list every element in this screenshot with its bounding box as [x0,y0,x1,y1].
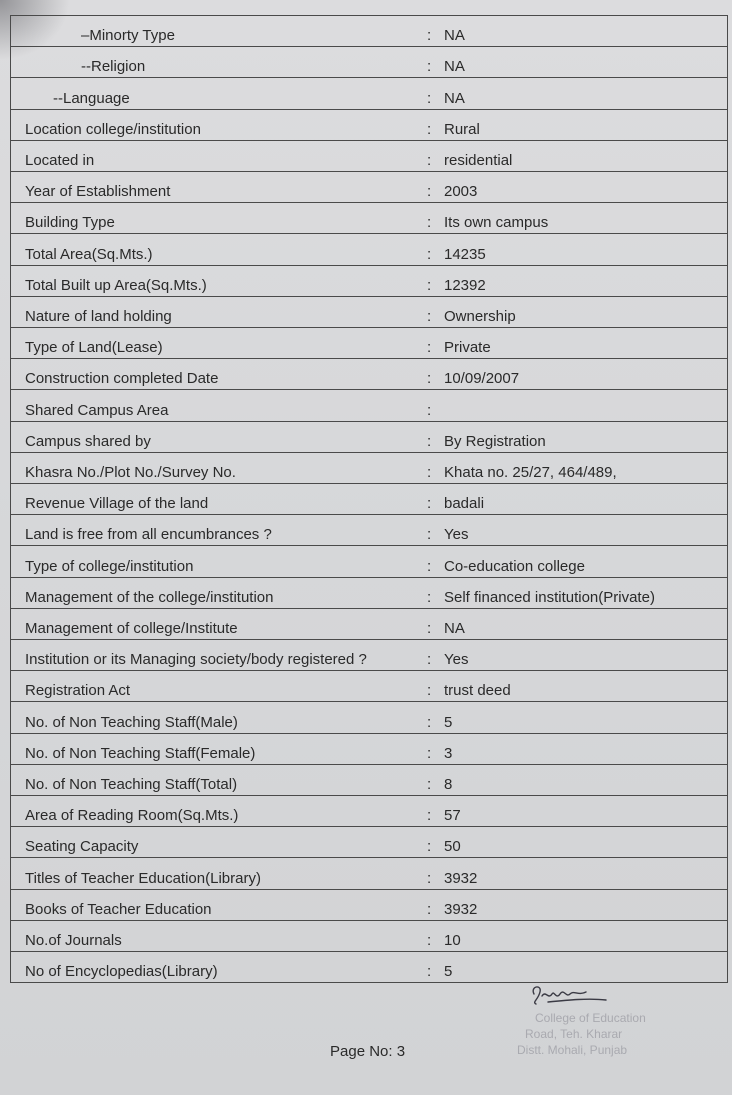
field-separator: : [427,744,432,762]
field-value: NA [444,89,465,107]
field-separator: : [427,245,432,263]
field-separator: : [427,120,432,138]
field-value: 10 [444,931,461,949]
table-row [11,921,727,952]
field-value: NA [444,619,465,637]
field-value: NA [444,58,465,76]
field-label: Nature of land holding [25,307,172,325]
field-label: No. of Non Teaching Staff(Total) [25,775,238,793]
field-label: Type of Land(Lease) [25,339,163,357]
field-separator: : [427,151,432,169]
stamp-line: Distt. Mohali, Punjab [517,1043,628,1057]
field-label: Khasra No./Plot No./Survey No. [25,463,236,481]
table-row [11,328,727,359]
field-separator: : [427,526,432,544]
table-row [11,827,727,858]
table-row [11,796,727,827]
field-value: NA [444,27,465,45]
field-label: Total Built up Area(Sq.Mts.) [25,276,207,294]
field-label: Area of Reading Room(Sq.Mts.) [25,807,239,825]
field-separator: : [427,276,432,294]
field-value: 5 [444,963,453,981]
field-label: Management of the college/institution [25,588,274,606]
field-value: Ownership [444,307,516,325]
table-row [11,515,727,546]
signature [528,980,618,1012]
field-value: 12392 [444,276,486,294]
table-row [11,422,727,453]
field-separator: : [427,370,432,388]
table-row [11,234,727,265]
field-label: No. of Non Teaching Staff(Male) [25,713,238,731]
field-separator: : [427,432,432,450]
table-row [11,203,727,234]
field-value: Private [444,339,491,357]
field-separator: : [427,619,432,637]
field-label: --Religion [81,58,146,76]
table-row [11,297,727,328]
table-row [11,578,727,609]
field-value: residential [444,151,513,169]
field-separator: : [427,495,432,513]
field-label: Revenue Village of the land [25,495,209,513]
table-row [11,546,727,577]
field-label: Building Type [25,214,115,232]
field-value: 3932 [444,900,478,918]
field-label: Titles of Teacher Education(Library) [25,869,261,887]
field-separator: : [427,682,432,700]
field-label: No. of Non Teaching Staff(Female) [25,744,256,762]
table-row [11,359,727,390]
field-label: Year of Establishment [25,183,171,201]
table-row [11,47,727,78]
field-separator: : [427,58,432,76]
field-label: –Minorty Type [81,27,175,45]
table-row [11,640,727,671]
field-label: No.of Journals [25,931,122,949]
field-separator: : [427,27,432,45]
table-row [11,734,727,765]
field-value: 5 [444,713,453,731]
field-label: Land is free from all encumbrances ? [25,526,272,544]
field-value: Co-education college [444,557,585,575]
field-separator: : [427,557,432,575]
field-label: Institution or its Managing society/body registered ? [25,651,367,669]
table-row [11,952,727,983]
field-value: Rural [444,120,480,138]
field-separator: : [427,838,432,856]
field-separator: : [427,89,432,107]
field-separator: : [427,963,432,981]
field-value: By Registration [444,432,546,450]
field-separator: : [427,900,432,918]
table-row [11,141,727,172]
field-value: 3 [444,744,453,762]
table-row [11,172,727,203]
field-separator: : [427,588,432,606]
field-label: Management of college/Institute [25,619,238,637]
table-row [11,110,727,141]
field-label: Campus shared by [25,432,151,450]
field-value: Yes [444,651,469,669]
field-value: Khata no. 25/27, 464/489, [444,463,617,481]
table-row [11,890,727,921]
field-label: --Language [53,89,130,107]
field-separator: : [427,339,432,357]
details-table [10,15,728,983]
table-row [11,484,727,515]
field-label: Total Area(Sq.Mts.) [25,245,153,263]
field-label: Construction completed Date [25,370,219,388]
field-value: 50 [444,838,461,856]
field-value: Its own campus [444,214,549,232]
field-value: Self financed institution(Private) [444,588,655,606]
field-separator: : [427,214,432,232]
table-row [11,390,727,421]
field-separator: : [427,713,432,731]
field-separator: : [427,931,432,949]
field-separator: : [427,869,432,887]
field-value: 8 [444,775,453,793]
table-row [11,858,727,889]
table-row [11,671,727,702]
field-label: Located in [25,151,95,169]
field-label: Shared Campus Area [25,401,169,419]
table-row [11,16,727,47]
field-separator: : [427,401,432,419]
field-value: 3932 [444,869,478,887]
field-label: Location college/institution [25,120,201,138]
stamp-line: College of Education [535,1011,646,1025]
table-row [11,609,727,640]
field-value: badali [444,495,485,513]
field-separator: : [427,651,432,669]
field-label: Registration Act [25,682,131,700]
field-separator: : [427,463,432,481]
table-row [11,266,727,297]
table-row [11,78,727,109]
field-separator: : [427,307,432,325]
field-separator: : [427,183,432,201]
field-value: 10/09/2007 [444,370,520,388]
field-separator: : [427,807,432,825]
field-value: 14235 [444,245,486,263]
field-label: No of Encyclopedias(Library) [25,963,218,981]
table-row [11,765,727,796]
field-separator: : [427,775,432,793]
table-row [11,702,727,733]
table-row [11,453,727,484]
field-value: Yes [444,526,469,544]
field-value: 57 [444,807,461,825]
field-label: Books of Teacher Education [25,900,212,918]
field-value: 2003 [444,183,478,201]
stamp-line: Road, Teh. Kharar [525,1027,623,1041]
institution-stamp [515,1010,730,1090]
field-label: Seating Capacity [25,838,139,856]
field-value: trust deed [444,682,511,700]
page-number: Page No: 3 [330,1043,406,1060]
field-label: Type of college/institution [25,557,194,575]
